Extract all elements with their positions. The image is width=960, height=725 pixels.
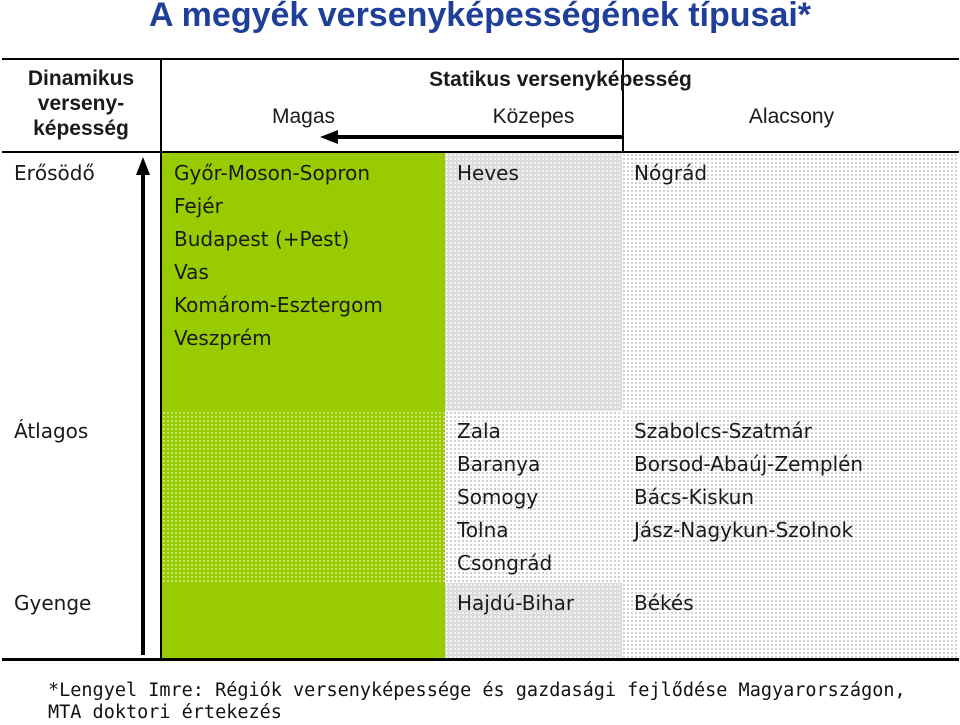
- county-item: Borsod-Abaúj-Zemplén: [634, 452, 864, 476]
- county-item: Zala: [457, 419, 501, 443]
- dynamic-competitiveness-header: Dinamikus verseny- képesség: [27, 67, 135, 140]
- county-item: Békés: [634, 591, 694, 615]
- county-item: Heves: [457, 161, 519, 185]
- county-item: Tolna: [457, 518, 509, 542]
- competitiveness-table: [2, 58, 959, 661]
- county-list-gyenge-alacsony: [634, 587, 694, 620]
- county-list-erosodo-alacsony: [634, 157, 707, 190]
- column-header-kozepes: Közepes: [492, 105, 575, 128]
- county-item: Győr-Moson-Sopron: [174, 161, 371, 185]
- arrow-shaft: [141, 173, 145, 655]
- row-label-erosodo: Erősödő: [14, 161, 95, 185]
- county-item: Szabolcs-Szatmár: [634, 419, 812, 443]
- column-header-alacsony: Alacsony: [748, 105, 835, 128]
- county-item: Vas: [174, 260, 209, 284]
- column-header-magas: Magas: [271, 105, 336, 128]
- county-item: Somogy: [457, 485, 539, 509]
- arrow-up-icon: [135, 157, 151, 655]
- footnote: [48, 680, 906, 724]
- county-item: Hajdú-Bihar: [457, 591, 575, 615]
- county-list-erosodo-magas: [174, 157, 383, 355]
- row-label-atlagos: Átlagos: [14, 419, 89, 443]
- divider-vertical-main: [160, 60, 162, 658]
- county-item: Veszprém: [174, 326, 272, 350]
- divider-header: [2, 151, 959, 153]
- arrow-head: [136, 157, 150, 175]
- county-item: Bács-Kiskun: [634, 485, 755, 509]
- cell-gyenge-magas: [162, 583, 445, 658]
- static-competitiveness-header: Statikus versenyképesség: [429, 68, 692, 91]
- county-item: Baranya: [457, 452, 541, 476]
- footnote-line-2: MTA doktori értekezés: [48, 702, 282, 723]
- county-item: Komárom-Esztergom: [174, 293, 383, 317]
- county-item: Csongrád: [457, 551, 553, 575]
- county-item: Nógrád: [634, 161, 708, 185]
- cell-erosodo-kozepes: [445, 153, 622, 411]
- county-list-atlagos-kozepes: [457, 415, 552, 580]
- county-list-gyenge-kozepes: [457, 587, 574, 620]
- footnote-line-1: *Lengyel Imre: Régiók versenyképessége és gazdasági fejlődése Magyarországon,: [48, 680, 906, 701]
- arrow-head: [320, 130, 338, 144]
- county-list-atlagos-alacsony: [634, 415, 863, 547]
- row-label-gyenge: Gyenge: [14, 591, 92, 615]
- page-title: A megyék versenyképességének típusai*: [148, 0, 812, 34]
- cell-atlagos-magas: [162, 411, 445, 583]
- cell-erosodo-alacsony: [622, 153, 959, 411]
- county-item: Fejér: [174, 194, 223, 218]
- arrow-shaft: [336, 135, 623, 139]
- county-item: Jász-Nagykun-Szolnok: [634, 518, 854, 542]
- arrow-left-icon: [320, 129, 625, 145]
- county-list-erosodo-kozepes: [457, 157, 519, 190]
- county-item: Budapest (+Pest): [174, 227, 350, 251]
